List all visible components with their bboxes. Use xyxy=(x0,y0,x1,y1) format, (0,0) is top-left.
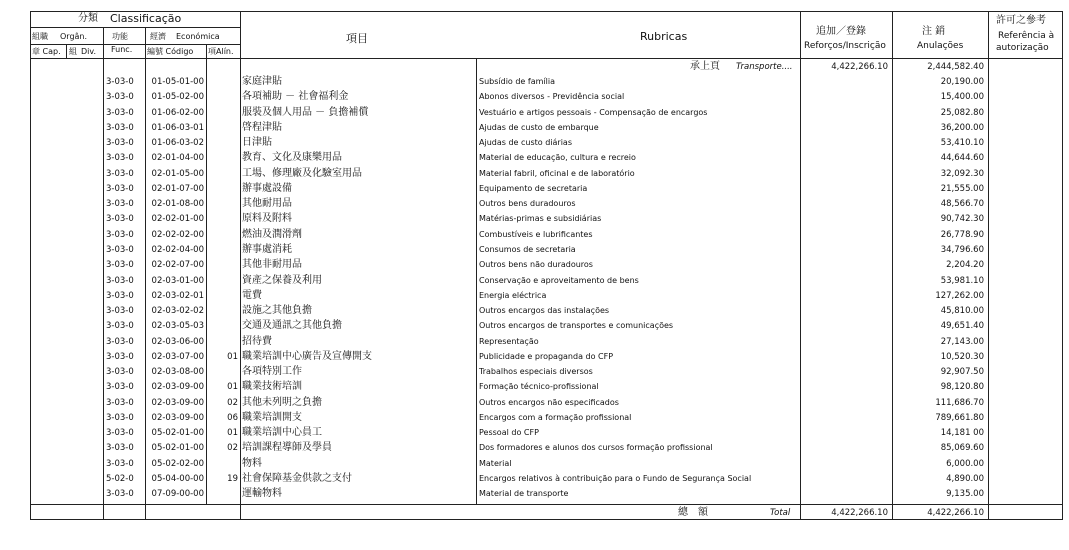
anul-zh: 注 銷 xyxy=(922,26,946,37)
row-func: 3-03-0 xyxy=(106,245,134,255)
row-item-zh: 其他耐用品 xyxy=(242,198,292,209)
row-alin: 06 xyxy=(227,413,238,423)
row-alin: 02 xyxy=(227,398,238,408)
row-rubrica: Combustíveis e lubrificantes xyxy=(479,230,593,239)
row-anulacao: 10,520.30 xyxy=(940,352,984,362)
row-item-zh: 其他未列明之負擔 xyxy=(242,397,322,408)
row-code: 01-05-01-00 xyxy=(151,77,204,87)
row-rubrica: Ajudas de custo diárias xyxy=(479,138,572,147)
row-anulacao: 127,262.00 xyxy=(935,291,984,301)
row-rubrica: Outros encargos não especificados xyxy=(479,398,619,407)
row-func: 3-03-0 xyxy=(106,184,134,194)
total-anulacoes: 4,422,266.10 xyxy=(927,508,984,518)
cap-label: 章 Cap. xyxy=(32,47,61,56)
row-func: 3-03-0 xyxy=(106,108,134,118)
row-rubrica: Material xyxy=(479,459,512,468)
row-rubrica: Representação xyxy=(479,337,539,346)
row-func: 3-03-0 xyxy=(106,489,134,499)
row-func: 3-03-0 xyxy=(106,123,134,133)
row-func: 3-03-0 xyxy=(106,214,134,224)
row-rubrica: Material fabril, oficinal e de laboratório xyxy=(479,169,635,178)
row-anulacao: 53,981.10 xyxy=(940,276,984,286)
row-code: 02-03-08-00 xyxy=(151,367,204,377)
row-code: 07-09-00-00 xyxy=(151,489,204,499)
row-item-zh: 工場、修理廠及化驗室用品 xyxy=(242,168,362,179)
row-func: 3-03-0 xyxy=(106,443,134,453)
row-rubrica: Vestuário e artigos pessoais - Compensação de encargos xyxy=(479,108,708,117)
col-sep-ref xyxy=(988,11,989,520)
col-sep-reforcos xyxy=(800,11,801,520)
row-func: 3-03-0 xyxy=(106,337,134,347)
row-anulacao: 44,644.60 xyxy=(940,153,984,163)
row-item-zh: 職業技術培訓 xyxy=(242,381,302,392)
row-func: 3-03-0 xyxy=(106,398,134,408)
row-anulacao: 48,566.70 xyxy=(940,199,984,209)
col-sep-anul xyxy=(892,11,893,520)
row-rubrica: Encargos com a formação profissional xyxy=(479,413,632,422)
row-rubrica: Outros bens não duradouros xyxy=(479,260,593,269)
row-rubrica: Pessoal do CFP xyxy=(479,428,539,437)
row-code: 02-03-02-01 xyxy=(151,291,204,301)
ref-pt-1: Referência à xyxy=(998,31,1055,41)
transport-label-pt: Transporte.... xyxy=(736,62,793,72)
rubricas-header: Rubricas xyxy=(640,30,688,43)
row-anulacao: 92,907.50 xyxy=(940,367,984,377)
row-func: 3-03-0 xyxy=(106,413,134,423)
row-item-zh: 辦事處消耗 xyxy=(242,244,292,255)
row-item-zh: 電費 xyxy=(242,290,262,301)
row-item-zh: 職業培訓中心員工 xyxy=(242,427,322,438)
row-code: 02-02-01-00 xyxy=(151,214,204,224)
organ-pt: Orgân. xyxy=(60,32,88,41)
total-label-pt: Total xyxy=(770,508,791,518)
row-func: 3-03-0 xyxy=(106,291,134,301)
row-anulacao: 21,555.00 xyxy=(940,184,984,194)
row-code: 02-01-05-00 xyxy=(151,169,204,179)
total-label-zh: 總 額 xyxy=(678,507,708,518)
classif-pt: Classificação xyxy=(110,12,182,25)
row-rubrica: Encargos relativos à contribuição para o Fundo de Segurança Social xyxy=(479,474,752,483)
row-func: 3-03-0 xyxy=(106,428,134,438)
row-code: 02-01-08-00 xyxy=(151,199,204,209)
row-anulacao: 14,181 00 xyxy=(940,428,984,438)
row-code: 02-03-05-03 xyxy=(151,321,204,331)
row-rubrica: Material de transporte xyxy=(479,489,569,498)
row-item-zh: 培訓課程導師及學員 xyxy=(242,442,332,453)
row-anulacao: 85,069.60 xyxy=(940,443,984,453)
row-alin: 02 xyxy=(227,443,238,453)
row-func: 3-03-0 xyxy=(106,77,134,87)
row-rubrica: Material de educação, cultura e recreio xyxy=(479,153,636,162)
row-func: 3-03-0 xyxy=(106,459,134,469)
row-code: 02-02-02-00 xyxy=(151,230,204,240)
row-item-zh: 招待費 xyxy=(242,336,272,347)
row-func: 3-03-0 xyxy=(106,276,134,286)
row-code: 05-02-01-00 xyxy=(151,428,204,438)
code-label: 編號 Código xyxy=(147,47,194,56)
row-func: 3-03-0 xyxy=(106,352,134,362)
row-code: 02-03-09-00 xyxy=(151,398,204,408)
row-item-zh: 社會保障基金供款之支付 xyxy=(242,473,352,484)
row-code: 02-03-02-02 xyxy=(151,306,204,316)
row-code: 02-03-09-00 xyxy=(151,413,204,423)
transport-anulacoes: 2,444,582.40 xyxy=(927,62,984,72)
row-alin: 01 xyxy=(227,352,238,362)
econ-zh: 經濟 xyxy=(150,32,166,41)
row-anulacao: 36,200.00 xyxy=(940,123,984,133)
row-anulacao: 6,000.00 xyxy=(946,459,984,469)
row-item-zh: 資產之保養及利用 xyxy=(242,275,322,286)
row-code: 01-06-03-01 xyxy=(151,123,204,133)
row-item-zh: 各項特別工作 xyxy=(242,366,302,377)
row-item-zh: 職業培訓中心廣告及宣傳開支 xyxy=(242,351,372,362)
row-rubrica: Matérias-primas e subsidiárias xyxy=(479,214,602,223)
row-anulacao: 20,190.00 xyxy=(940,77,984,87)
col-sep-rubricas xyxy=(476,58,477,504)
budget-table xyxy=(30,11,1063,520)
border-bottom xyxy=(30,519,1063,520)
cap-div-sep xyxy=(66,44,67,58)
row-rubrica: Publicidade e propaganda do CFP xyxy=(479,352,614,361)
header-line-2 xyxy=(30,44,240,45)
row-anulacao: 15,400.00 xyxy=(940,92,984,102)
row-anulacao: 53,410.10 xyxy=(940,138,984,148)
row-code: 01-06-03-02 xyxy=(151,138,204,148)
row-rubrica: Outros encargos de transportes e comunicações xyxy=(479,321,674,330)
row-anulacao: 49,651.40 xyxy=(940,321,984,331)
row-code: 02-03-09-00 xyxy=(151,382,204,392)
border-top xyxy=(30,11,1063,12)
total-reforcos: 4,422,266.10 xyxy=(831,508,888,518)
header-line-3 xyxy=(30,58,1063,59)
row-func: 3-03-0 xyxy=(106,153,134,163)
row-rubrica: Outros bens duradouros xyxy=(479,199,576,208)
row-anulacao: 25,082.80 xyxy=(940,108,984,118)
row-item-zh: 日津貼 xyxy=(242,137,272,148)
row-anulacao: 32,092.30 xyxy=(940,169,984,179)
ref-zh: 許可之參考 xyxy=(996,15,1046,26)
row-item-zh: 運輸物料 xyxy=(242,488,282,499)
econ-pt: Económica xyxy=(176,32,220,41)
col-sep-func xyxy=(103,27,104,520)
reforcos-pt: Reforços/Inscrição xyxy=(804,41,886,51)
total-line xyxy=(30,504,1063,505)
transport-reforcos: 4,422,266.10 xyxy=(831,62,888,72)
border-left xyxy=(30,11,31,520)
row-func: 3-03-0 xyxy=(106,230,134,240)
header-line-1 xyxy=(30,27,240,28)
row-rubrica: Equipamento de secretaria xyxy=(479,184,588,193)
row-code: 02-01-04-00 xyxy=(151,153,204,163)
row-func: 3-03-0 xyxy=(106,367,134,377)
row-func: 3-03-0 xyxy=(106,382,134,392)
div-zh: 組 xyxy=(69,47,77,56)
row-func: 3-03-0 xyxy=(106,138,134,148)
row-code: 05-02-01-00 xyxy=(151,443,204,453)
row-rubrica: Trabalhos especiais diversos xyxy=(479,367,593,376)
row-item-zh: 交通及通訊之其他負擔 xyxy=(242,320,342,331)
classif-zh: 分類 xyxy=(78,13,98,24)
row-func: 3-03-0 xyxy=(106,169,134,179)
border-right xyxy=(1062,11,1063,520)
row-rubrica: Outros encargos das instalações xyxy=(479,306,610,315)
row-func: 3-03-0 xyxy=(106,199,134,209)
organ-zh: 組職 xyxy=(32,32,48,41)
row-rubrica: Ajudas de custo de embarque xyxy=(479,123,599,132)
row-anulacao: 9,135.00 xyxy=(946,489,984,499)
row-anulacao: 4,890.00 xyxy=(946,474,984,484)
row-code: 05-04-00-00 xyxy=(151,474,204,484)
row-anulacao: 90,742.30 xyxy=(940,214,984,224)
row-anulacao: 98,120.80 xyxy=(940,382,984,392)
row-rubrica: Conservação e aproveitamento de bens xyxy=(479,276,639,285)
row-item-zh: 設施之其他負擔 xyxy=(242,305,312,316)
row-anulacao: 789,661.80 xyxy=(935,413,984,423)
items-zh: 項目 xyxy=(346,32,368,45)
row-anulacao: 27,143.00 xyxy=(940,337,984,347)
row-code: 02-03-01-00 xyxy=(151,276,204,286)
row-item-zh: 家庭津貼 xyxy=(242,76,282,87)
row-rubrica: Energia eléctrica xyxy=(479,291,547,300)
row-rubrica: Abonos diversos - Previdência social xyxy=(479,92,625,101)
row-code: 01-05-02-00 xyxy=(151,92,204,102)
row-code: 02-03-07-00 xyxy=(151,352,204,362)
col-sep-alin xyxy=(206,44,207,504)
row-code: 02-01-07-00 xyxy=(151,184,204,194)
transport-label-zh: 承上頁 xyxy=(690,61,720,72)
row-anulacao: 2,204.20 xyxy=(946,260,984,270)
row-item-zh: 服裝及個人用品 － 負擔補償 xyxy=(242,107,369,118)
col-sep-items xyxy=(240,11,241,520)
div-pt: Div. xyxy=(81,47,97,56)
row-anulacao: 26,778.90 xyxy=(940,230,984,240)
row-code: 02-02-04-00 xyxy=(151,245,204,255)
alin-label: 項Alín. xyxy=(208,47,234,56)
row-item-zh: 原料及附料 xyxy=(242,213,292,224)
row-item-zh: 啓程津貼 xyxy=(242,122,282,133)
row-rubrica: Subsídio de família xyxy=(479,77,555,86)
row-rubrica: Dos formadores e alunos dos cursos formação profissional xyxy=(479,443,713,452)
row-anulacao: 34,796.60 xyxy=(940,245,984,255)
row-func: 5-02-0 xyxy=(106,474,134,484)
row-item-zh: 燃油及潤滑劑 xyxy=(242,229,302,240)
row-item-zh: 職業培訓開支 xyxy=(242,412,302,423)
row-rubrica: Consumos de secretaria xyxy=(479,245,576,254)
ref-pt-2: autorização xyxy=(996,43,1049,53)
row-code: 05-02-02-00 xyxy=(151,459,204,469)
row-rubrica: Formação técnico-profissional xyxy=(479,382,599,391)
row-item-zh: 教育、文化及康樂用品 xyxy=(242,152,342,163)
row-func: 3-03-0 xyxy=(106,92,134,102)
row-item-zh: 各項補助 － 社會福利金 xyxy=(242,91,349,102)
col-sep-code xyxy=(145,27,146,520)
row-func: 3-03-0 xyxy=(106,321,134,331)
row-item-zh: 其他非耐用品 xyxy=(242,259,302,270)
anul-pt: Anulações xyxy=(917,41,964,51)
reforcos-zh: 追加／登錄 xyxy=(816,26,866,37)
row-code: 02-02-07-00 xyxy=(151,260,204,270)
row-item-zh: 辦事處設備 xyxy=(242,183,292,194)
row-alin: 01 xyxy=(227,382,238,392)
row-alin: 01 xyxy=(227,428,238,438)
row-item-zh: 物料 xyxy=(242,458,262,469)
row-anulacao: 45,810.00 xyxy=(940,306,984,316)
row-func: 3-03-0 xyxy=(106,306,134,316)
func-zh: 功能 xyxy=(112,32,128,41)
row-anulacao: 111,686.70 xyxy=(935,398,984,408)
row-alin: 19 xyxy=(227,474,238,484)
row-func: 3-03-0 xyxy=(106,260,134,270)
func-pt: Func. xyxy=(111,45,133,54)
row-code: 02-03-06-00 xyxy=(151,337,204,347)
row-code: 01-06-02-00 xyxy=(151,108,204,118)
